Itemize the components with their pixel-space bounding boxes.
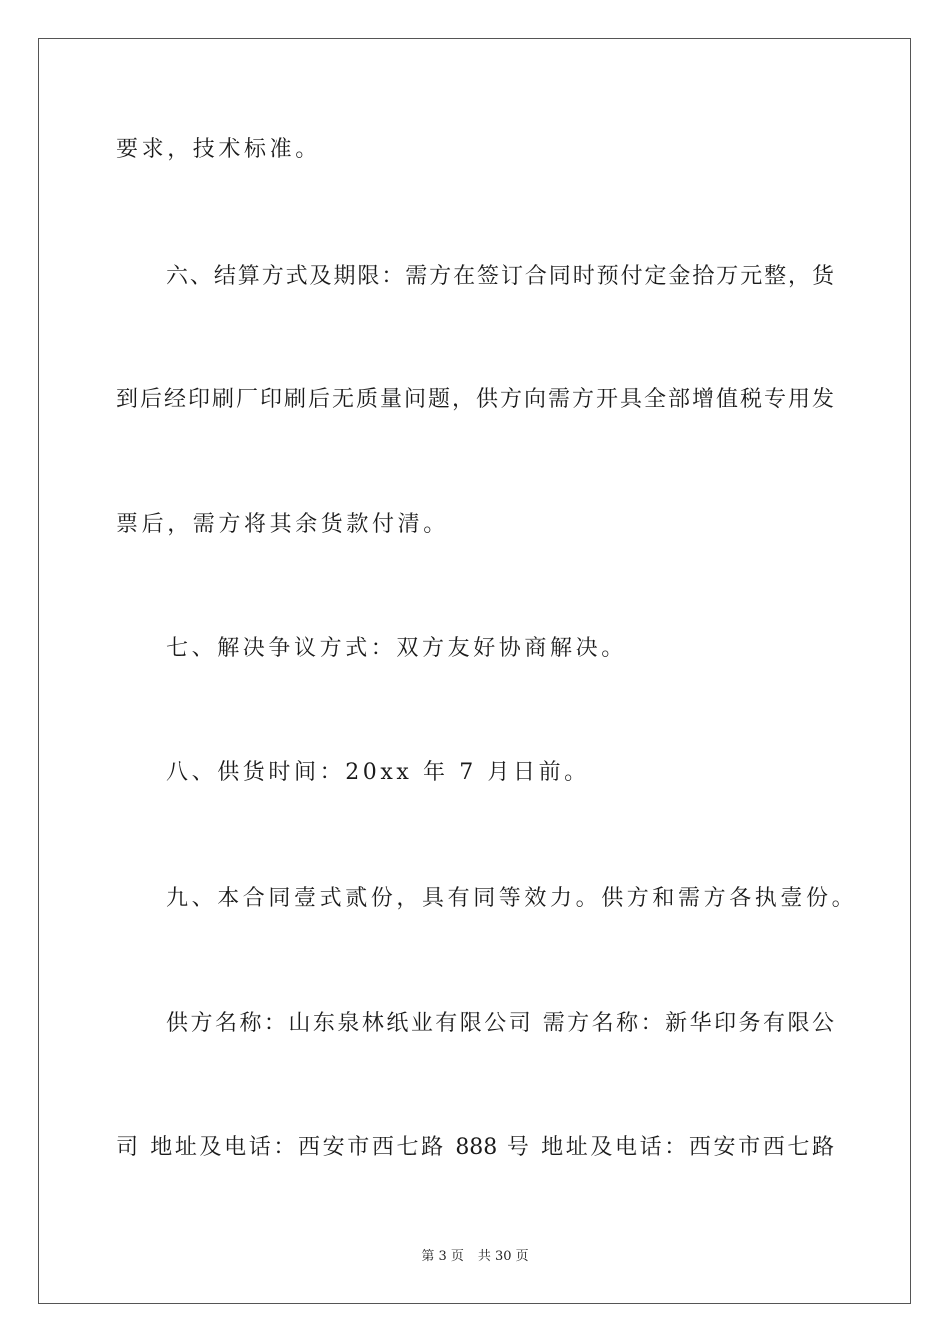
page-footer [0,1248,950,1266]
body-line-6: 八、供货时间：20xx 年 7 月日前。 [166,760,590,785]
body-line-8: 供方名称：山东泉林纸业有限公司 需方名称：新华印务有限公 [166,1011,834,1036]
body-line-5: 七、解决争议方式：双方友好协商解决。 [166,636,627,661]
body-line-1: 要求，技术标准。 [116,137,321,162]
page-total: 共 30 页 [477,1249,529,1264]
body-line-3: 到后经印刷厂印刷后无质量问题，供方向需方开具全部增值税专用发 [116,387,834,412]
body-line-4: 票后，需方将其余货款付清。 [116,512,449,537]
body-line-7: 九、本合同壹式贰份，具有同等效力。供方和需方各执壹份。 [166,886,858,911]
page-number: 第 3 页 [421,1249,464,1264]
body-line-2: 六、结算方式及期限：需方在签订合同时预付定金拾万元整，货 [166,264,834,289]
body-line-9: 司 地址及电话：西安市西七路 888 号 地址及电话：西安市西七路 [116,1135,834,1160]
page-border [38,38,911,1304]
